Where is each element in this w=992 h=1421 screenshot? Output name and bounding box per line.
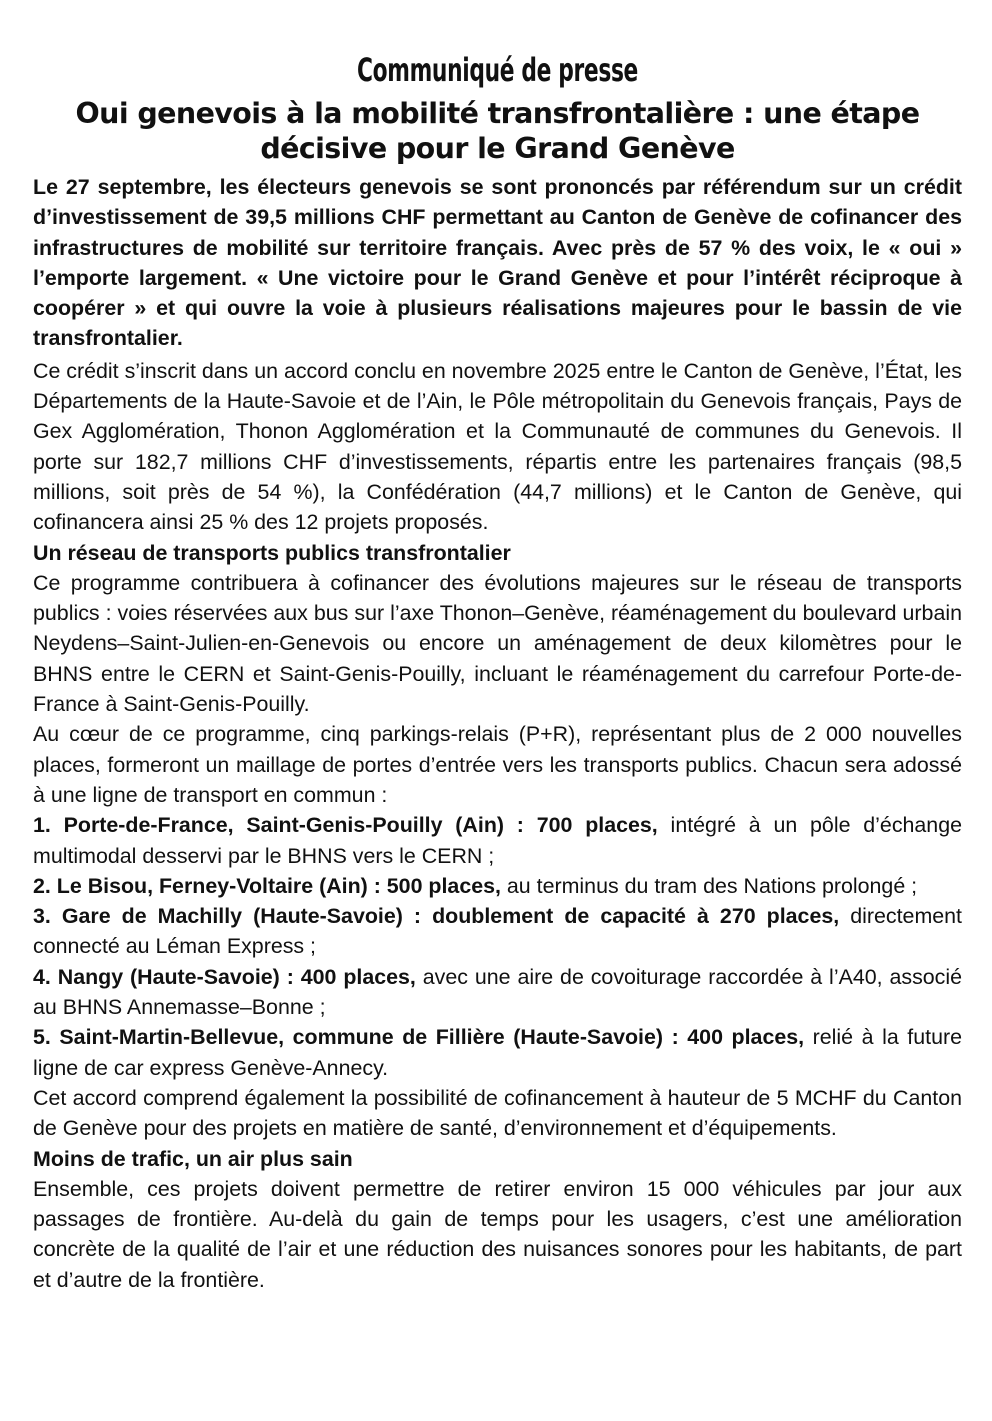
list-item-title: 4. Nangy (Haute-Savoie) : 400 places,: [33, 964, 416, 989]
list-item: [33, 901, 962, 962]
list-item-text: avec une aire de covoiturage raccordée à l’A40, associé au BHNS Annemasse–Bonne ;: [33, 964, 963, 1020]
list-item-title: 3. Gare de Machilly (Haute-Savoie) : doublement de capacité à 270 places,: [33, 904, 840, 929]
list-item: [33, 810, 962, 871]
list-item-title: 2. Le Bisou, Ferney-Voltaire (Ain) : 500 places,: [33, 873, 501, 898]
body-paragraph-5: Ensemble, ces projets doivent permettre de retirer environ 15 000 véhicules par jour aux passages de frontière. Au-delà du gain de temps pour les usagers, c’est une amélioration concrète de la qualité de l’air et une réduction des nuisances sonores pour les habitants, de part et d’autre de la frontière.: [33, 1176, 962, 1292]
page-title: Oui genevois à la mobilité transfrontalière : une étape décisive pour le Grand Genève: [75, 97, 920, 165]
section-heading-transport: Un réseau de transports publics transfrontalier: [33, 540, 511, 565]
body-paragraph-1: Ce crédit s’inscrit dans un accord conclu en novembre 2025 entre le Canton de Genève, l’État, les Départements de la Haute-Savoie et de l’Ain, le Pôle métropolitain du Genevois français, Pays de Gex Agglomération, Thonon Agglomération et la Communauté de communes du Genevois. Il porte sur 182,7 millions CHF d’investissements, répartis entre les partenaires français (98,5 millions, soit près de 54 %), la Confédération (44,7 millions) et le Canton de Genève, qui cofinancera ainsi 25 % des 12 projets proposés.: [33, 358, 962, 535]
list-item-text: au terminus du tram des Nations prolongé ;: [500, 873, 918, 898]
list-item-text: intégré à un pôle d’échange multimodal desservi par le BHNS vers le CERN ;: [33, 813, 963, 868]
list-item: [33, 1022, 962, 1083]
list-item: [33, 871, 962, 901]
body-paragraph-2: Ce programme contribuera à cofinancer des évolutions majeures sur le réseau de transports publics : voies réservées aux bus sur l’axe Thonon–Genève, réaménagement du boulevard urbain Neydens–Saint-Julien-en-Genevois ou encore un aménagement de deux kilomètres pour le BHNS entre le CERN et Saint-Genis-Pouilly, incluant le réaménagement du carrefour Porte-de-France à Saint-Genis-Pouilly.: [33, 570, 962, 717]
list-item-title: 1. Porte-de-France, Saint-Genis-Pouilly (Ain) : 700 places,: [33, 813, 658, 838]
list-item: [33, 962, 962, 1023]
section-heading-air: Moins de trafic, un air plus sain: [33, 1146, 353, 1171]
parking-list: [33, 810, 962, 1083]
body-paragraph-4: Cet accord comprend également la possibilité de cofinancement à hauteur de 5 MCHF du Canton de Genève pour des projets en matière de santé, d’environnement et d’équipements.: [33, 1085, 962, 1141]
body-paragraph-3: Au cœur de ce programme, cinq parkings-relais (P+R), représentant plus de 2 000 nouvelles places, formeront un maillage de portes d’entrée vers les transports publics. Chacun sera adossé à une ligne de transport en commun :: [33, 722, 962, 807]
list-item-text: relié à la future ligne de car express Genève-Annecy.: [33, 1025, 963, 1080]
document-type-label: Communiqué de presse: [357, 51, 638, 89]
lead-paragraph: Le 27 septembre, les électeurs genevois se sont prononcés par référendum sur un crédit d’investissement de 39,5 millions CHF permettant au Canton de Genève de cofinancer des infrastructures de mobilité sur territoire français. Avec près de 57 % des voix, le « oui » l’emporte largement. « Une victoire pour le Grand Genève et pour l’intérêt réciproque à coopérer » et qui ouvre la voie à plusieurs réalisations majeures pour le bassin de vie transfrontalier.: [33, 175, 962, 351]
list-item-title: 5. Saint-Martin-Bellevue, commune de Fillière (Haute-Savoie) : 400 places,: [33, 1025, 805, 1050]
list-item-text: directement connecté au Léman Express ;: [33, 904, 963, 959]
